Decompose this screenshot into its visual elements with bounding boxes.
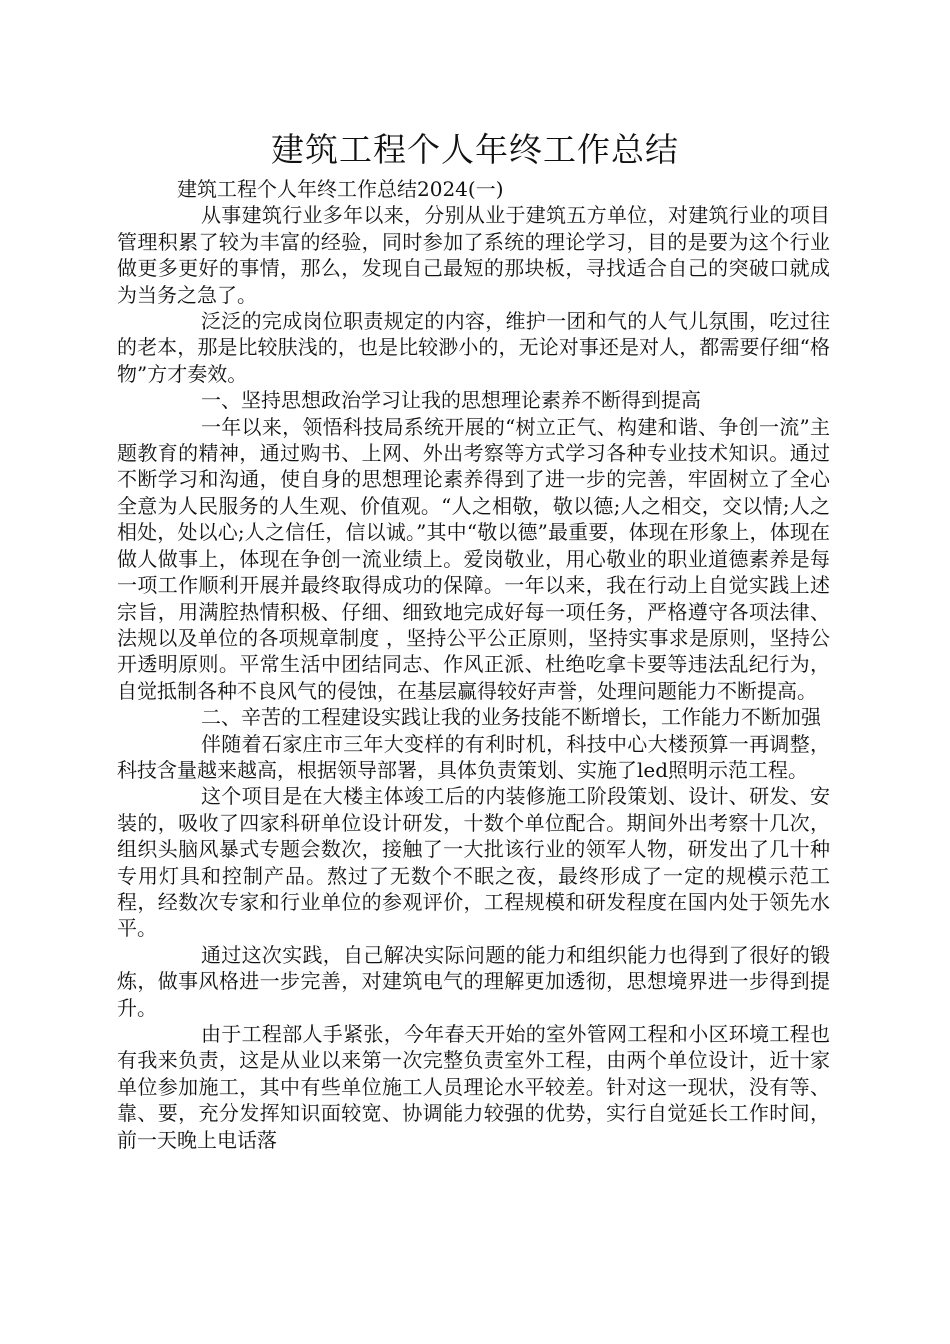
- paragraph: 一年以来，领悟科技局系统开展的“树立正气、构建和谐、争创一流”主题教育的精神，通过购书、上网、外出考察等方式学习各种专业技术知识。通过不断学习和沟通，使自身的思想理论素养得到了进一步的完善，牢固树立了全心全意为人民服务的人生观、价值观。“人之相敬，敬以德;人之相交，交以情;人之相处，处以心;人之信任，信以诚。”其中“敬以德”最重要，体现在形象上，体现在做人做事上，体现在争创一流业绩上。爱岗敬业，用心敬业的职业道德素养是每一项工作顺利开展并最终取得成功的保障。一年以来，我在行动上自觉实践上述宗旨，用满腔热情积极、仔细、细致地完成好每一项任务，严格遵守各项法律、法规以及单位的各项规章制度 ，坚持公平公正原则，坚持实事求是原则，坚持公开透明原则。平常生活中团结同志、作风正派、杜绝吃拿卡要等违法乱纪行为，自觉抵制各种不良风气的侵蚀，在基层赢得较好声誉，处理问题能力不断提高。: [117, 414, 830, 703]
- paragraph: 泛泛的完成岗位职责规定的内容，维护一团和气的人气儿氛围，吃过往的老本，那是比较肤浅的，也是比较渺小的，无论对事还是对人，都需要仔细“格物”方才奏效。: [117, 309, 830, 386]
- section-heading-1: 一、坚持思想政治学习让我的思想理论素养不断得到提高: [201, 388, 701, 413]
- paragraph: 由于工程部人手紧张，今年春天开始的室外管网工程和小区环境工程也有我来负责，这是从业以来第一次完整负责室外工程，由两个单位设计，近十家单位参加施工，其中有些单位施工人员理论水平较差。针对这一现状，没有等、靠、要，充分发挥知识面较宽、协调能力较强的优势，实行自觉延长工作时间，前一天晚上电话落: [117, 1022, 830, 1152]
- paragraph: 通过这次实践，自己解决实际问题的能力和组织能力也得到了很好的锻炼，做事风格进一步完善，对建筑电气的理解更加透彻，思想境界进一步得到提升。: [117, 942, 830, 1020]
- intro-paragraph: 从事建筑行业多年以来，分别从业于建筑五方单位，对建筑行业的项目管理积累了较为丰富的经验，同时参加了系统的理论学习，目的是要为这个行业做更多更好的事情，那么，发现自己最短的那块板，寻找适合自己的突破口就成为当务之急了。: [117, 203, 830, 307]
- document-title: 建筑工程个人年终工作总结: [271, 130, 679, 169]
- paragraph: 伴随着石家庄市三年大变样的有利时机，科技中心大楼预算一再调整，科技含量越来越高，根据领导部署，具体负责策划、实施了led照明示范工程。: [117, 731, 830, 782]
- subtitle-paragraph: 建筑工程个人年终工作总结2024(一): [177, 177, 504, 201]
- section-heading-2: 二、辛苦的工程建设实践让我的业务技能不断增长，工作能力不断加强: [201, 705, 821, 730]
- document-body: [117, 176, 830, 1153]
- paragraph: 这个项目是在大楼主体竣工后的内装修施工阶段策划、设计、研发、安装的，吸收了四家科研单位设计研发，十数个单位配合。期间外出考察十几次，组织头脑风暴式专题会数次，接触了一大批该行业的领军人物，研发出了几十种专用灯具和控制产品。熬过了无数个不眠之夜，最终形成了一定的规模示范工程，经数次专家和行业单位的参观评价，工程规模和研发程度在国内处于领先水平。: [117, 784, 830, 941]
